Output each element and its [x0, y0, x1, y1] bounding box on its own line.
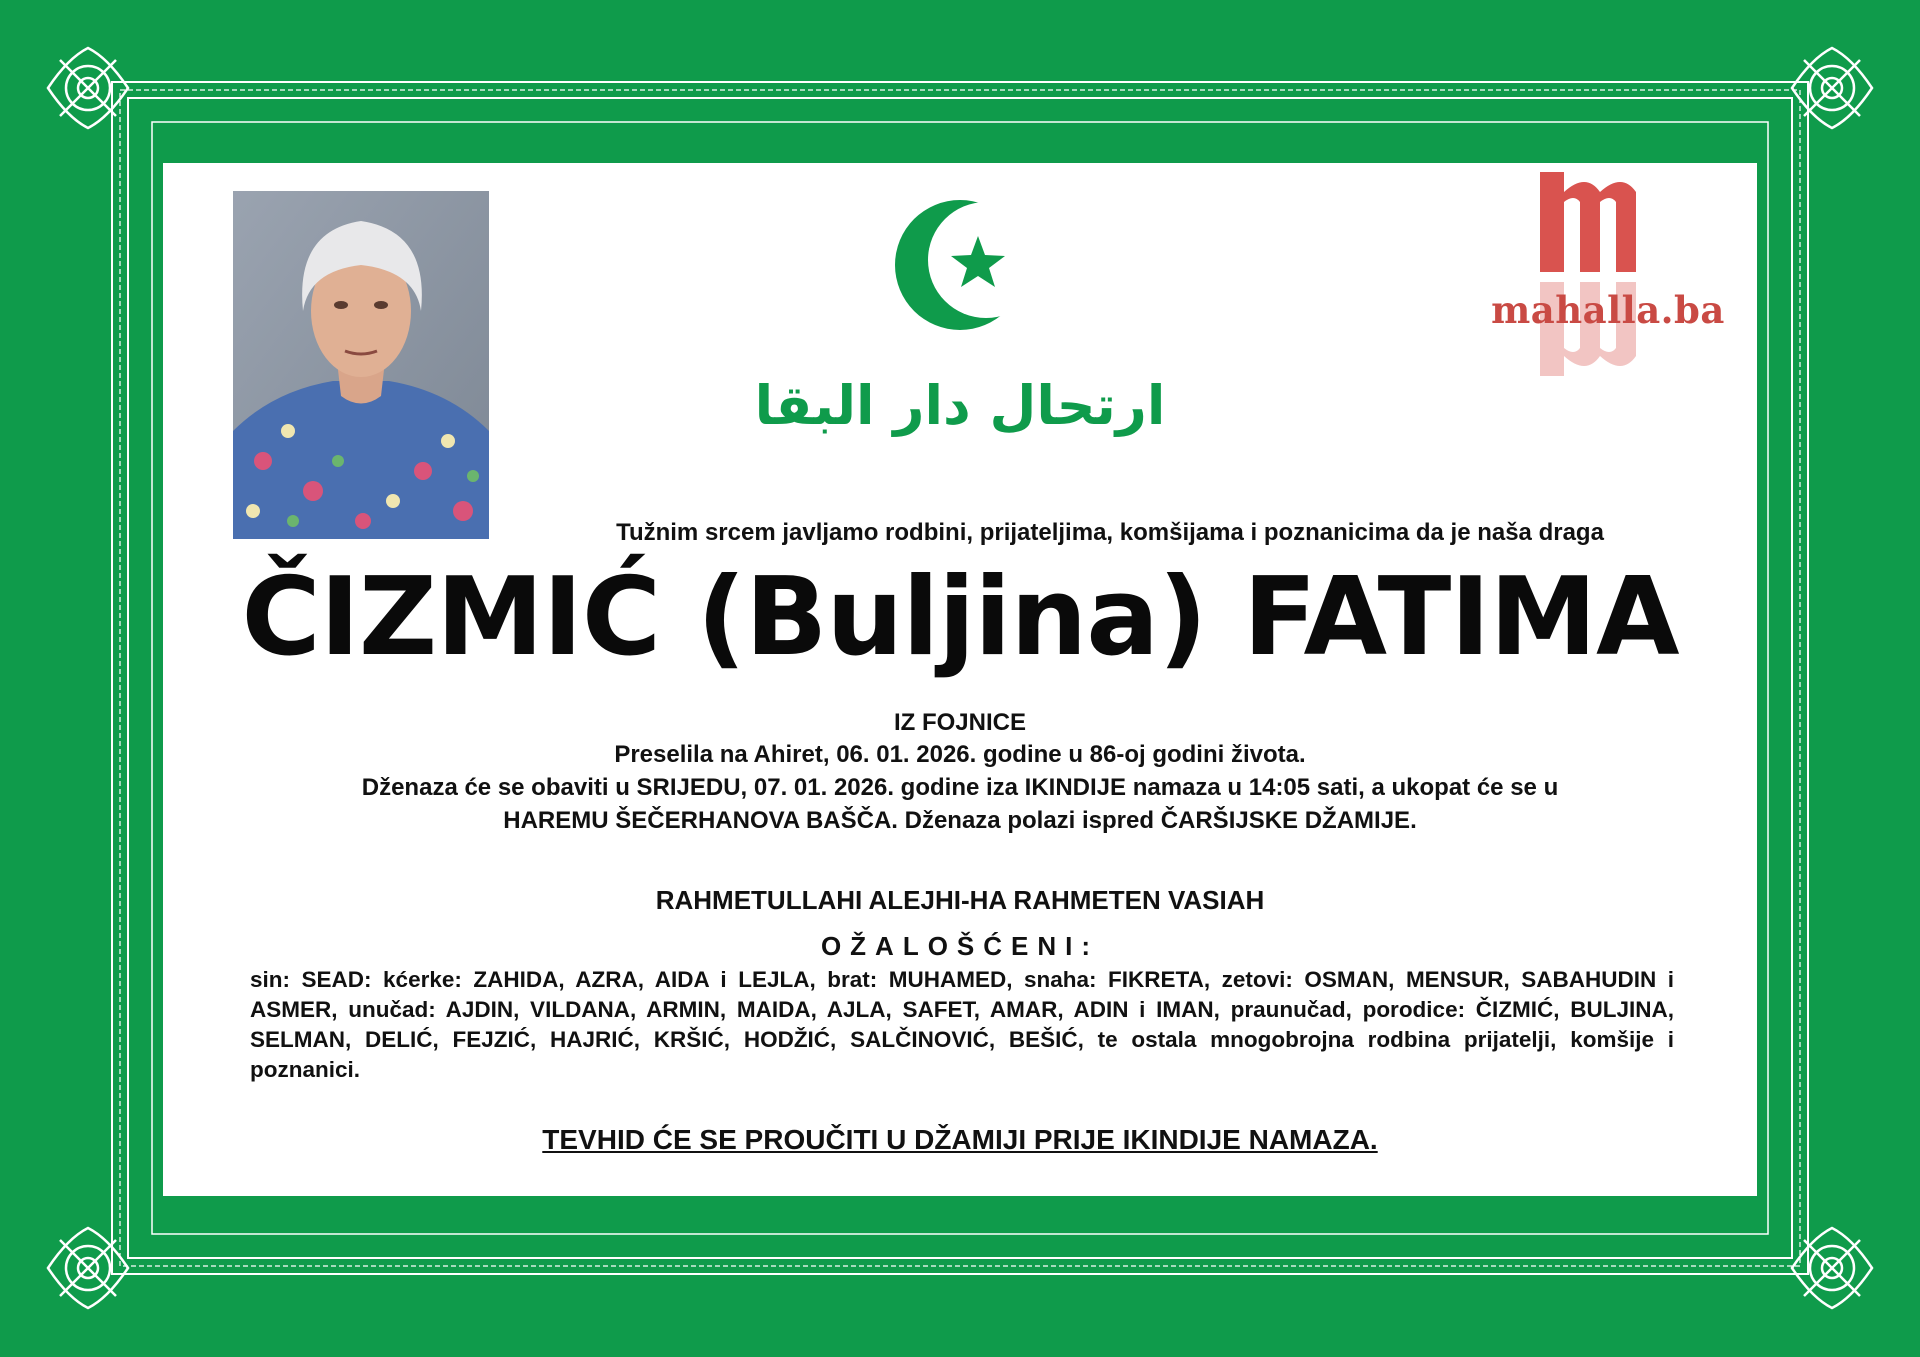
deceased-name: ČIZMIĆ (Buljina) FATIMA — [241, 555, 1679, 680]
mahalla-logo — [1476, 172, 1740, 378]
death-notice: Preselila na Ahiret, 06. 01. 2026. godine u 86-oj godini života. — [614, 741, 1306, 768]
corner-ornament-top-left — [48, 48, 128, 128]
tevhid-notice: TEVHID ĆE SE PROUČITI U DŽAMIJI PRIJE IKINDIJE NAMAZA. — [542, 1124, 1378, 1155]
mourners-list: sin: SEAD: kćerke: ZAHIDA, AZRA, AIDA i LEJLA, brat: MUHAMED, snaha: FIKRETA, zetovi: OSMAN, MENSUR, SABAHUDIN i ASMER, unučad: AJDIN, VILDANA, ARMIN, MAIDA, AJLA, SAFET, AMAR, ADIN i IMAN, praunučad, porodice: ČIZMIĆ, BULJINA, SELMAN, DELIĆ, FEJZIĆ, HAJRIĆ, KRŠIĆ, HODŽIĆ, SALČINOVIĆ, BEŠIĆ, te ostala mnogobrojna rodbina prijatelji, komšije i poznanici. — [250, 967, 1674, 1082]
prayer-line: RAHMETULLAHI ALEJHI-HA RAHMETEN VASIAH — [655, 885, 1265, 915]
corner-ornament-bottom-left — [48, 1228, 128, 1308]
crescent-star-icon — [890, 188, 1030, 342]
logo-text: mahalla.ba — [1491, 288, 1725, 332]
funeral-details-line1: Dženaza će se obaviti u SRIJEDU, 07. 01. 2026. godine iza IKINDIJE namaza u 14:05 sati, a ukopat će se u — [361, 774, 1559, 801]
calligraphy-text: ارتحال دار البقا — [754, 374, 1166, 437]
corner-ornament-bottom-right — [1792, 1228, 1872, 1308]
portrait-photo — [233, 191, 489, 539]
corner-ornament-top-right — [1792, 48, 1872, 128]
funeral-details-line2: HAREMU ŠEČERHANOVA BAŠČA. Dženaza polazi ispred ČARŠIJSKE DŽAMIJE. — [503, 807, 1417, 834]
mourners-heading: OŽALOŠĆENI: — [820, 931, 1100, 961]
arabic-calligraphy — [754, 354, 1166, 454]
hometown: IZ FOJNICE — [893, 709, 1026, 736]
intro-text: Tužnim srcem javljamo rodbini, prijateljima, komšijama i poznanicima da je naša draga — [616, 519, 1604, 546]
